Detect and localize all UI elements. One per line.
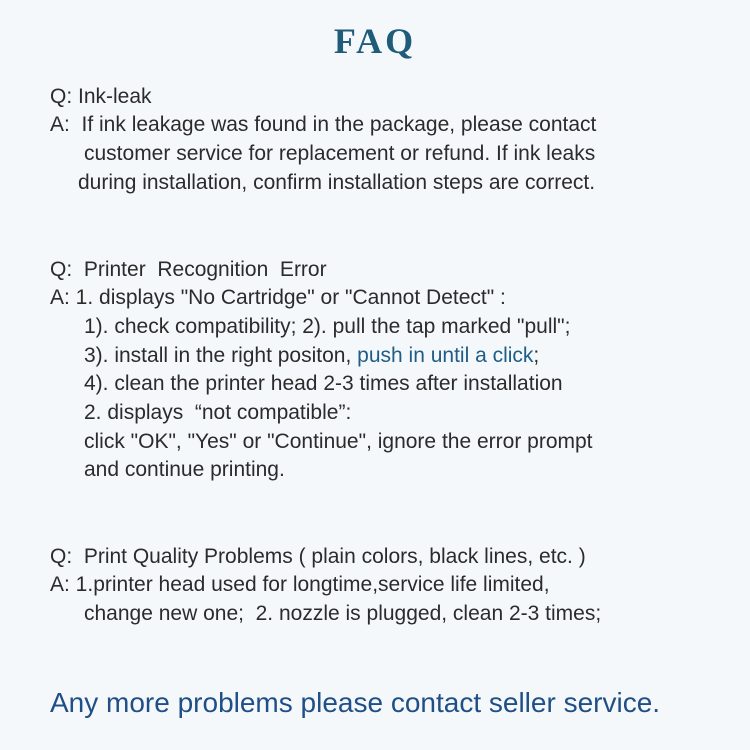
faq-question-print-quality: Q: Print Quality Problems ( plain colors, black lines, etc. ) xyxy=(50,545,586,568)
faq-answer-line xyxy=(84,342,539,370)
faq-answer-line: click "OK", "Yes" or "Continue", ignore the error prompt xyxy=(84,430,593,453)
contact-seller-note: Any more problems please contact seller service. xyxy=(50,687,661,718)
faq-answer-line: A: 1.printer head used for longtime,service life limited, xyxy=(50,573,550,596)
faq-answer-line: and continue printing. xyxy=(84,458,285,481)
faq-highlight-text: push in until a click xyxy=(357,344,534,367)
faq-question-ink-leak: Q: Ink-leak xyxy=(50,85,152,108)
faq-answer-line: 2. displays “not compatible”: xyxy=(84,401,352,424)
page-title: FAQ xyxy=(333,21,417,61)
faq-answer-line: A: 1. displays "No Cartridge" or "Cannot Detect" : xyxy=(50,286,506,309)
faq-answer-line: change new one; 2. nozzle is plugged, clean 2-3 times; xyxy=(84,602,602,625)
faq-question-recognition-error: Q: Printer Recognition Error xyxy=(50,258,327,281)
faq-answer-line: 1). check compatibility; 2). pull the tap marked "pull"; xyxy=(84,315,571,338)
faq-answer-line: customer service for replacement or refund. If ink leaks xyxy=(84,142,596,165)
faq-answer-text: ; xyxy=(533,344,540,367)
faq-answer-line: A: If ink leakage was found in the package, please contact xyxy=(50,113,597,136)
faq-answer-line: during installation, confirm installation steps are correct. xyxy=(78,171,596,194)
faq-answer-text: 3). install in the right positon, xyxy=(84,344,358,367)
faq-answer-line: 4). clean the printer head 2-3 times after installation xyxy=(84,372,563,395)
